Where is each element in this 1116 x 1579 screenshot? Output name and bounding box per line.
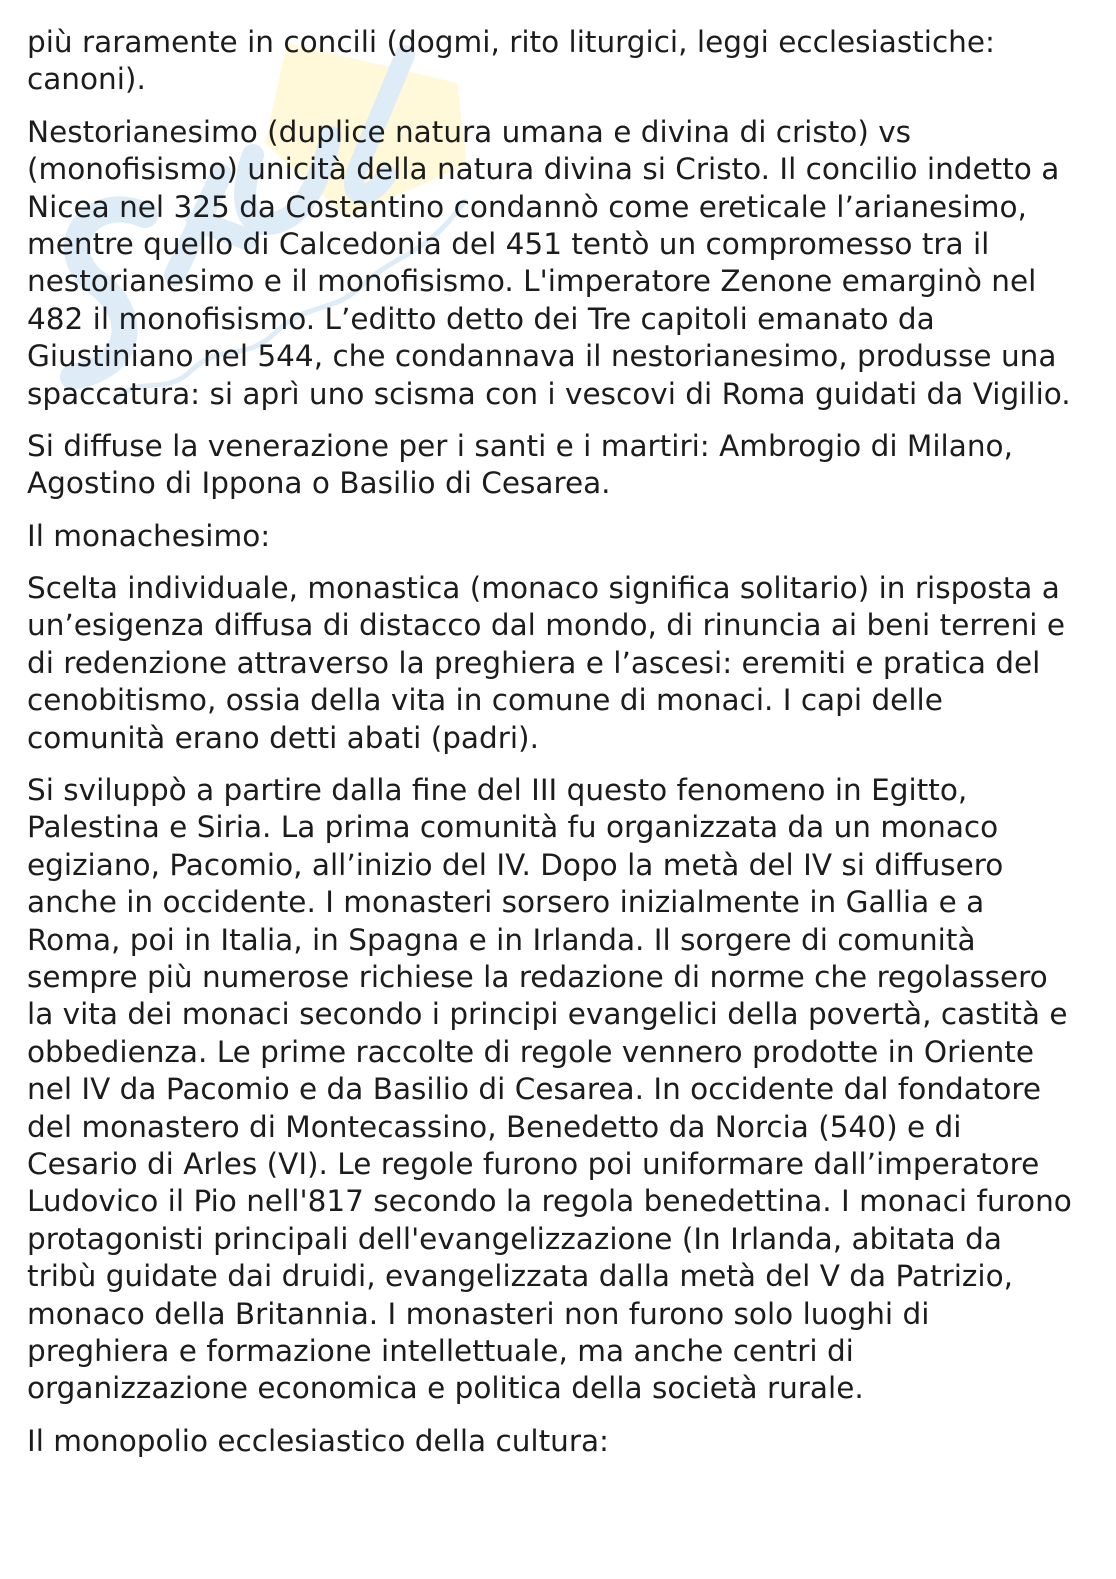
text-line: organizzazione economica e politica della società rurale. — [27, 1371, 864, 1406]
text-line: protagonisti principali dell'evangelizzazione (In Irlanda, abitata da — [27, 1221, 1002, 1256]
text-line: anche in occidente. I monasteri sorsero inizialmente in Gallia e a — [27, 885, 985, 920]
text-line: egiziano, Pacomio, all’inizio del IV. Dopo la metà del IV si diffusero — [27, 847, 1004, 882]
text-line: Si diffuse la venerazione per i santi e i martiri: Ambrogio di Milano, — [27, 428, 1013, 463]
text-line: mentre quello di Calcedonia del 451 tentò un compromesso tra il — [27, 226, 990, 261]
text-line: Roma, poi in Italia, in Spagna e in Irlanda. Il sorgere di comunità — [27, 922, 976, 957]
text-line: monaco della Britannia. I monasteri non furono solo luoghi di — [27, 1296, 930, 1331]
document-body — [27, 24, 1106, 1475]
text-line: Si sviluppò a partire dalla fine del III questo fenomeno in Egitto, — [27, 773, 968, 808]
heading-monopolio-cultura — [27, 1423, 1106, 1460]
section-heading: Il monachesimo: — [27, 518, 271, 553]
text-line: cenobitismo, ossia della vita in comune di monaci. I capi delle — [27, 683, 943, 718]
text-line: preghiera e formazione intellettuale, ma anche centri di — [27, 1333, 854, 1368]
paragraph-santi-martiri — [27, 428, 1106, 503]
text-line: Ludovico il Pio nell'817 secondo la regola benedettina. I monaci furono — [27, 1184, 1072, 1219]
text-line: 482 il monofisismo. L’editto detto dei Tre capitoli emanato da — [27, 301, 935, 336]
text-line: canoni). — [27, 62, 146, 97]
paragraph-monachesimo-sviluppo — [27, 772, 1106, 1408]
text-line: Giustiniano nel 544, che condannava il nestorianesimo, produsse una — [27, 339, 1057, 374]
paragraph-concili — [27, 24, 1106, 99]
text-line: un’esigenza diffusa di distacco dal mondo, di rinuncia ai beni terreni e — [27, 608, 1066, 643]
text-line: Cesario di Arles (VI). Le regole furono poi uniformare dall’imperatore — [27, 1146, 1040, 1181]
text-line: Agostino di Ippona o Basilio di Cesarea. — [27, 466, 611, 501]
text-line: comunità erano detti abati (padri). — [27, 720, 539, 755]
paragraph-monachesimo-scelta — [27, 570, 1106, 757]
text-line: obbedienza. Le prime raccolte di regole vennero prodotte in Oriente — [27, 1034, 1035, 1069]
text-line: nestorianesimo e il monofisismo. L'imperatore Zenone emarginò nel — [27, 264, 1037, 299]
text-line: di redenzione attraverso la preghiera e l’ascesi: eremiti e pratica del — [27, 645, 1041, 680]
text-line: Nestorianesimo (duplice natura umana e divina di cristo) vs — [27, 114, 912, 149]
text-line: Nicea nel 325 da Costantino condannò come ereticale l’arianesimo, — [27, 189, 1027, 224]
text-line: più raramente in concili (dogmi, rito liturgici, leggi ecclesiastiche: — [27, 25, 995, 59]
text-line: Palestina e Siria. La prima comunità fu organizzata da un monaco — [27, 810, 999, 845]
text-line: tribù guidate dai druidi, evangelizzata dalla metà del V da Patrizio, — [27, 1259, 1014, 1294]
text-line: Scelta individuale, monastica (monaco significa solitario) in risposta a — [27, 571, 1060, 606]
section-heading: Il monopolio ecclesiastico della cultura: — [27, 1423, 609, 1458]
text-line: la vita dei monaci secondo i principi evangelici della povertà, castità e — [27, 997, 1068, 1032]
text-line: spaccatura: si aprì uno scisma con i vescovi di Roma guidati da Vigilio. — [27, 376, 1071, 411]
text-line: (monofisismo) unicità della natura divina si Cristo. Il concilio indetto a — [27, 152, 1060, 187]
heading-monachesimo — [27, 518, 1106, 555]
text-line: nel IV da Pacomio e da Basilio di Cesarea. In occidente dal fondatore — [27, 1072, 1042, 1107]
text-line: sempre più numerose richiese la redazione di norme che regolassero — [27, 959, 1048, 994]
paragraph-nestorianesimo — [27, 114, 1106, 413]
text-line: del monastero di Montecassino, Benedetto da Norcia (540) e di — [27, 1109, 962, 1144]
